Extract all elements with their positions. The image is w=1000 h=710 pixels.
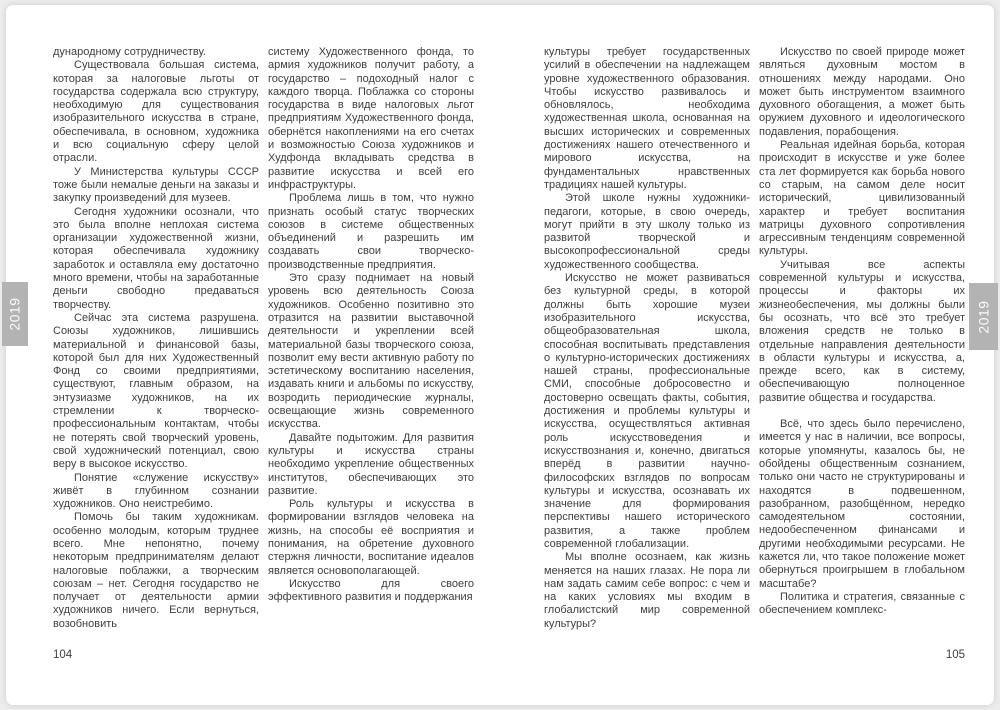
paragraph: Понятие «служение искусству» живёт в глубинном сознании художников. Оно неистребимо. (53, 471, 259, 511)
year-tab-right (969, 283, 998, 350)
paragraph: культуры требует государственных усилий в обеспечении на надлежащем уровне художественного образования. Чтобы искусство развивалось и обновлялось, необходима художественная школа, основанная на высших исторических и современных достижениях нашего отечественного и мирового искусства, на фундаментальных нравственных традициях нашей культуры. (544, 46, 750, 191)
paragraph: Реальная идейная борьба, которая происходит в искусстве и уже более ста лет формируется как борьба нового со старым, на самом деле носит исторический, цивилизованный характер и требует воспитания матрицы духовного сопротивления агрессивным тенденциям современной культуры. (759, 139, 965, 258)
paragraph: Мы вполне осознаем, как жизнь меняется на наших глазах. Не пора ли нам задать самим себе вопрос: с чем и на каких условиях мы входим в глобалистский мир современной культуры? (544, 551, 750, 630)
paragraph: У Министерства культуры СССР тоже были немалые деньги на заказы и закупку произведений для музеев. (53, 165, 259, 205)
year-tab-label: 2019 (7, 297, 23, 331)
page-number-left: 104 (53, 649, 73, 661)
paragraph: Помочь бы таким художникам. особенно молодым, которым труднее всего. Мне непонятно, почему некоторым предпринимателям делают налоговые поблажки, а творческим союзам – нет. Сегодня государство не получает от деятельности армии художников ничего. Если вернуться, возобновить (53, 511, 259, 630)
paragraph: Роль культуры и искусства в формировании взглядов человека на жизнь, на способы её восприятия и понимания, на обретение духовного стержня личности, воспитание идеалов является основополагающей. (268, 498, 474, 577)
book-spread (6, 5, 994, 705)
paragraph: Это сразу поднимает на новый уровень всю деятельность Союза художников. Особенно позитивно это отразится на развитии выставочной деятельности и укреплении всей материальной базы творческого союза, позволит ему вести активную работу по эстетическому воспитанию населения, издавать книги и альбомы по искусству, возродить периодические журналы, освещающие жизнь современного искусства. (268, 272, 474, 431)
paragraph: Сегодня художники осознали, что это была вполне неплохая система организации художественной жизни, которая обеспечивала художнику заработок и оставляла ему достаточно много времени, чтобы на заработанные деньги свободно предаваться творчеству. (53, 205, 259, 311)
paragraph: систему Художественного фонда, то армия художников получит работу, а государство – подоходный налог с каждого творца. Поблажка со стороны государства в виде налоговых льгот предприятиям Художественного фонда, обернётся накоплениями на его счетах и возможностью Союза художников и Худфонда вкладывать средства в развитие искусства и всей его инфраструктуры. (268, 46, 474, 191)
paragraph: Проблема лишь в том, что нужно признать особый статус творческих союзов в системе общественных объединений и разрешить им создавать свои творческо-производственные предприятия. (268, 192, 474, 271)
paragraph: Политика и стратегия, связанные с обеспечением комплекс- (759, 590, 965, 617)
year-tab-label: 2019 (975, 299, 992, 334)
paragraph: Сейчас эта система разрушена. Союзы художников, лишившись материальной и финансовой базы, которой был для них Художественный Фонд со своими предприятиями, существуют, главным образом, на энтузиазме художников, на их стремлении к творческо-профессиональным контактам, чтобы не потерять свой творческий уровень, свой художнический потенциал, свою веру в высокое искусство. (53, 311, 259, 471)
paragraph: Искусство по своей природе может являться духовным мостом в отношениях между народами. Оно может быть инструментом взаимного духовного обогащения, а может быть оружием духовного и идеологического подавления, порабощения. (759, 46, 965, 138)
paragraph: Давайте подытожим. Для развития культуры и искусства страны необходимо укрепление общественных институтов, обеспечивающих это развитие. (268, 431, 474, 497)
paragraph: Всё, что здесь было перечислено, имеется у нас в наличии, все вопросы, которые упомянуты, казалось бы, не обойдены общественным сознанием, только они часто не структурированы и находятся в подвешенном, разобранном, разобщённом, нередко самодеятельном состоянии, недообеспеченном финансами и другими необходимыми ресурсами. Не кажется ли, что такое положение может обернуться проигрышем в глобальном масштабе? (759, 418, 965, 590)
left-page-column-1 (53, 46, 259, 646)
paragraph: дународному сотрудничеству. (53, 46, 206, 58)
paragraph: Искусство не может развиваться без культурной среды, в которой должны быть хорошие музеи изобразительного искусства, общеобразовательная школа, способная воспитывать представления о культурно-исторических достижениях нашей страны, профессиональные СМИ, способные добросовестно и достоверно освещать факты, события, достижения и проблемы культуры и искусства, осуществляться активная роль искусствоведения и искусствознания и, конечно, двигаться вперёд в развитии научно-философских взглядов по вопросам культуры и искусства, осознавать их значение для формирования перспективы нашего исторического развития, а также проблем современной глобализации. (544, 272, 750, 550)
paragraph: Этой школе нужны художники-педагоги, которые, в свою очередь, могут прийти в эту школу только из развитой творческой и высокопрофессиональной среды художественного сообщества. (544, 192, 750, 271)
page-number-right: 105 (945, 649, 965, 661)
paragraph: Учитывая все аспекты современной культуры и искусства, процессы и факторы их жизнеобеспечения, мы должны были бы осознать, что всё это требует вложения средств не только в отдельные направления деятельности в области культуры и искусства, а, прежде всего, как в систему, обеспечивающую полноценное развитие общества и государства. (759, 258, 965, 404)
right-page-column-2 (759, 46, 965, 646)
paragraph: Существовала большая система, которая за налоговые льготы от государства содержала всю структуру, необходимую для существования изобразительного искусства в стране, обеспечивала, в основном, художника и всю социальную сферу целой отрасли. (53, 59, 259, 165)
left-page-column-2 (268, 46, 474, 646)
year-tab-left (2, 282, 28, 346)
right-page-column-1 (544, 46, 750, 646)
paragraph: Искусство для своего эффективного развития и поддержания (268, 577, 474, 604)
